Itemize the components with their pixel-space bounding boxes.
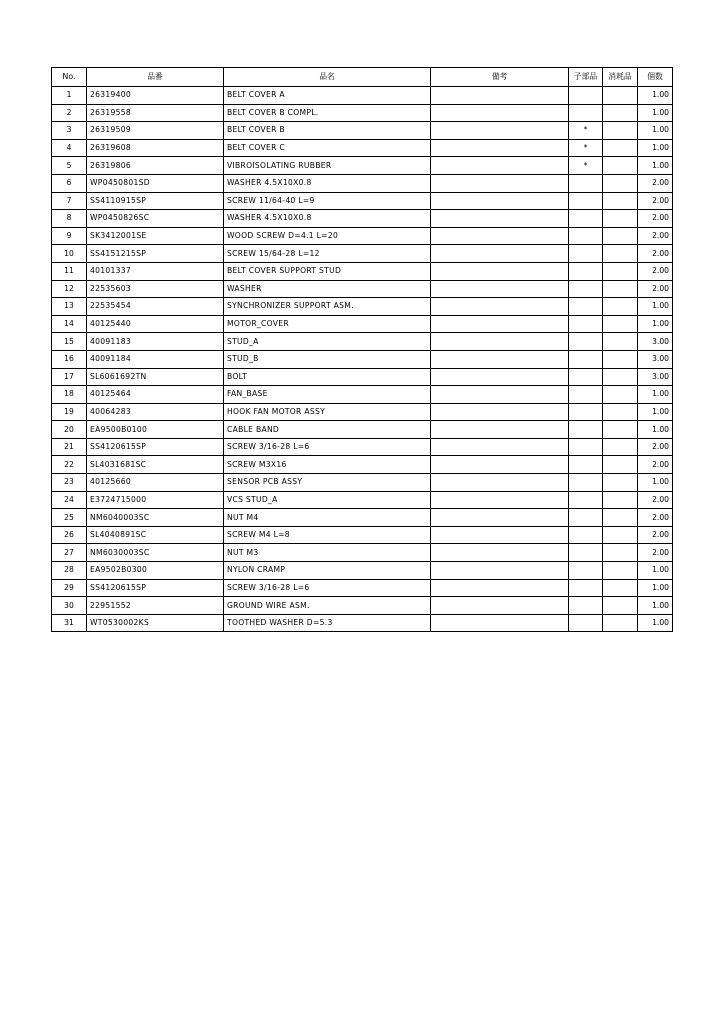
- table-row: [52, 227, 673, 245]
- remarks-cell: [431, 597, 569, 615]
- sub-part-cell: *: [569, 122, 603, 140]
- quantity-cell: 1.00: [638, 122, 673, 140]
- part-name-cell: NYLON CRAMP: [224, 562, 431, 580]
- header-remarks: 備考: [431, 68, 569, 87]
- consumable-cell: [603, 280, 638, 298]
- table-row: [52, 386, 673, 404]
- part-number-cell: 40125464: [87, 386, 224, 404]
- consumable-cell: [603, 368, 638, 386]
- sub-part-cell: [569, 368, 603, 386]
- table-row: [52, 438, 673, 456]
- quantity-cell: 2.00: [638, 526, 673, 544]
- consumable-cell: [603, 438, 638, 456]
- part-number-cell: NM6040003SC: [87, 509, 224, 527]
- remarks-cell: [431, 526, 569, 544]
- part-name-cell: BELT COVER SUPPORT STUD: [224, 262, 431, 280]
- part-number-cell: EA9500B0100: [87, 421, 224, 439]
- consumable-cell: [603, 227, 638, 245]
- row-number-cell: 28: [52, 562, 87, 580]
- quantity-cell: 1.00: [638, 157, 673, 175]
- quantity-cell: 2.00: [638, 245, 673, 263]
- sub-part-cell: [569, 421, 603, 439]
- part-number-cell: E3724715000: [87, 491, 224, 509]
- part-number-cell: SS4120615SP: [87, 579, 224, 597]
- consumable-cell: [603, 104, 638, 122]
- table-body: [52, 87, 673, 632]
- consumable-cell: [603, 562, 638, 580]
- row-number-cell: 4: [52, 139, 87, 157]
- part-name-cell: VCS STUD_A: [224, 491, 431, 509]
- consumable-cell: [603, 315, 638, 333]
- table-row: [52, 139, 673, 157]
- part-number-cell: SL4031681SC: [87, 456, 224, 474]
- row-number-cell: 2: [52, 104, 87, 122]
- row-number-cell: 18: [52, 386, 87, 404]
- sub-part-cell: [569, 227, 603, 245]
- part-number-cell: WT0530002KS: [87, 614, 224, 632]
- consumable-cell: [603, 192, 638, 210]
- remarks-cell: [431, 245, 569, 263]
- table-row: [52, 597, 673, 615]
- table-row: [52, 403, 673, 421]
- part-number-cell: SL6061692TN: [87, 368, 224, 386]
- consumable-cell: [603, 421, 638, 439]
- part-number-cell: SK3412001SE: [87, 227, 224, 245]
- row-number-cell: 21: [52, 438, 87, 456]
- row-number-cell: 7: [52, 192, 87, 210]
- remarks-cell: [431, 192, 569, 210]
- quantity-cell: 1.00: [638, 579, 673, 597]
- part-name-cell: BELT COVER C: [224, 139, 431, 157]
- quantity-cell: 1.00: [638, 87, 673, 105]
- table-row: [52, 350, 673, 368]
- part-name-cell: SCREW 3/16-28 L=6: [224, 579, 431, 597]
- sub-part-cell: [569, 87, 603, 105]
- part-name-cell: SCREW 11/64-40 L=9: [224, 192, 431, 210]
- row-number-cell: 27: [52, 544, 87, 562]
- quantity-cell: 2.00: [638, 491, 673, 509]
- part-number-cell: 40091183: [87, 333, 224, 351]
- consumable-cell: [603, 298, 638, 316]
- table-row: [52, 614, 673, 632]
- header-part-name: 品名: [224, 68, 431, 87]
- remarks-cell: [431, 614, 569, 632]
- remarks-cell: [431, 174, 569, 192]
- quantity-cell: 1.00: [638, 139, 673, 157]
- table-header-row: [52, 68, 673, 87]
- remarks-cell: [431, 562, 569, 580]
- sub-part-cell: [569, 245, 603, 263]
- table-row: [52, 315, 673, 333]
- part-number-cell: EA9502B0300: [87, 562, 224, 580]
- part-number-cell: 22535603: [87, 280, 224, 298]
- remarks-cell: [431, 438, 569, 456]
- table-row: [52, 579, 673, 597]
- quantity-cell: 2.00: [638, 192, 673, 210]
- row-number-cell: 9: [52, 227, 87, 245]
- remarks-cell: [431, 579, 569, 597]
- remarks-cell: [431, 104, 569, 122]
- consumable-cell: [603, 245, 638, 263]
- part-number-cell: SS4151215SP: [87, 245, 224, 263]
- part-number-cell: 26319509: [87, 122, 224, 140]
- part-name-cell: MOTOR_COVER: [224, 315, 431, 333]
- sub-part-cell: [569, 210, 603, 228]
- sub-part-cell: [569, 491, 603, 509]
- table-row: [52, 210, 673, 228]
- header-sub-part: 子部品: [569, 68, 603, 87]
- consumable-cell: [603, 333, 638, 351]
- part-name-cell: HOOK FAN MOTOR ASSY: [224, 403, 431, 421]
- part-name-cell: WASHER 4.5X10X0.8: [224, 210, 431, 228]
- quantity-cell: 1.00: [638, 474, 673, 492]
- sub-part-cell: [569, 597, 603, 615]
- remarks-cell: [431, 122, 569, 140]
- sub-part-cell: [569, 438, 603, 456]
- part-name-cell: BELT COVER B COMPL.: [224, 104, 431, 122]
- quantity-cell: 2.00: [638, 262, 673, 280]
- consumable-cell: [603, 474, 638, 492]
- parts-list-table: [51, 67, 673, 632]
- sub-part-cell: *: [569, 157, 603, 175]
- quantity-cell: 1.00: [638, 597, 673, 615]
- quantity-cell: 2.00: [638, 210, 673, 228]
- quantity-cell: 2.00: [638, 544, 673, 562]
- remarks-cell: [431, 421, 569, 439]
- remarks-cell: [431, 227, 569, 245]
- consumable-cell: [603, 509, 638, 527]
- table-row: [52, 368, 673, 386]
- remarks-cell: [431, 139, 569, 157]
- header-quantity: 個数: [638, 68, 673, 87]
- quantity-cell: 3.00: [638, 350, 673, 368]
- part-name-cell: SENSOR PCB ASSY: [224, 474, 431, 492]
- part-number-cell: 22535454: [87, 298, 224, 316]
- consumable-cell: [603, 614, 638, 632]
- table-row: [52, 262, 673, 280]
- part-name-cell: BELT COVER B: [224, 122, 431, 140]
- quantity-cell: 2.00: [638, 456, 673, 474]
- header-part-number: 品番: [87, 68, 224, 87]
- remarks-cell: [431, 350, 569, 368]
- header-no: No.: [52, 68, 87, 87]
- part-name-cell: STUD_B: [224, 350, 431, 368]
- sub-part-cell: [569, 474, 603, 492]
- remarks-cell: [431, 509, 569, 527]
- table-row: [52, 122, 673, 140]
- part-name-cell: TOOTHED WASHER D=5.3: [224, 614, 431, 632]
- consumable-cell: [603, 262, 638, 280]
- sub-part-cell: [569, 174, 603, 192]
- sub-part-cell: [569, 333, 603, 351]
- sub-part-cell: [569, 544, 603, 562]
- part-name-cell: WOOD SCREW D=4.1 L=20: [224, 227, 431, 245]
- remarks-cell: [431, 491, 569, 509]
- sub-part-cell: [569, 579, 603, 597]
- row-number-cell: 10: [52, 245, 87, 263]
- row-number-cell: 31: [52, 614, 87, 632]
- row-number-cell: 12: [52, 280, 87, 298]
- header-consumable: 消耗品: [603, 68, 638, 87]
- quantity-cell: 2.00: [638, 438, 673, 456]
- consumable-cell: [603, 157, 638, 175]
- consumable-cell: [603, 139, 638, 157]
- sub-part-cell: [569, 104, 603, 122]
- consumable-cell: [603, 386, 638, 404]
- row-number-cell: 19: [52, 403, 87, 421]
- row-number-cell: 23: [52, 474, 87, 492]
- part-name-cell: FAN_BASE: [224, 386, 431, 404]
- part-number-cell: 40125440: [87, 315, 224, 333]
- remarks-cell: [431, 157, 569, 175]
- consumable-cell: [603, 544, 638, 562]
- row-number-cell: 13: [52, 298, 87, 316]
- part-name-cell: NUT M4: [224, 509, 431, 527]
- quantity-cell: 1.00: [638, 421, 673, 439]
- remarks-cell: [431, 544, 569, 562]
- part-number-cell: 40125660: [87, 474, 224, 492]
- part-number-cell: NM6030003SC: [87, 544, 224, 562]
- table-row: [52, 474, 673, 492]
- consumable-cell: [603, 210, 638, 228]
- part-number-cell: WP0450826SC: [87, 210, 224, 228]
- remarks-cell: [431, 333, 569, 351]
- quantity-cell: 3.00: [638, 333, 673, 351]
- table-row: [52, 544, 673, 562]
- quantity-cell: 1.00: [638, 386, 673, 404]
- table-row: [52, 526, 673, 544]
- quantity-cell: 2.00: [638, 227, 673, 245]
- table-row: [52, 280, 673, 298]
- remarks-cell: [431, 87, 569, 105]
- quantity-cell: 2.00: [638, 280, 673, 298]
- sub-part-cell: [569, 192, 603, 210]
- part-name-cell: GROUND WIRE ASM.: [224, 597, 431, 615]
- table-row: [52, 192, 673, 210]
- row-number-cell: 24: [52, 491, 87, 509]
- table-row: [52, 421, 673, 439]
- table-row: [52, 245, 673, 263]
- remarks-cell: [431, 262, 569, 280]
- row-number-cell: 25: [52, 509, 87, 527]
- sub-part-cell: [569, 526, 603, 544]
- table-row: [52, 298, 673, 316]
- remarks-cell: [431, 386, 569, 404]
- table-row: [52, 509, 673, 527]
- part-name-cell: WASHER 4.5X10X0.8: [224, 174, 431, 192]
- row-number-cell: 5: [52, 157, 87, 175]
- table-row: [52, 333, 673, 351]
- part-number-cell: 26319558: [87, 104, 224, 122]
- sub-part-cell: [569, 403, 603, 421]
- part-number-cell: WP0450801SD: [87, 174, 224, 192]
- part-name-cell: CABLE BAND: [224, 421, 431, 439]
- row-number-cell: 8: [52, 210, 87, 228]
- part-name-cell: SCREW M3X16: [224, 456, 431, 474]
- quantity-cell: 1.00: [638, 614, 673, 632]
- row-number-cell: 17: [52, 368, 87, 386]
- part-name-cell: SCREW 15/64-28 L=12: [224, 245, 431, 263]
- part-name-cell: BELT COVER A: [224, 87, 431, 105]
- quantity-cell: 1.00: [638, 403, 673, 421]
- quantity-cell: 2.00: [638, 509, 673, 527]
- remarks-cell: [431, 474, 569, 492]
- part-name-cell: SCREW 3/16-28 L=6: [224, 438, 431, 456]
- row-number-cell: 6: [52, 174, 87, 192]
- table-row: [52, 104, 673, 122]
- part-name-cell: BOLT: [224, 368, 431, 386]
- row-number-cell: 30: [52, 597, 87, 615]
- row-number-cell: 14: [52, 315, 87, 333]
- sub-part-cell: [569, 562, 603, 580]
- row-number-cell: 1: [52, 87, 87, 105]
- sub-part-cell: [569, 456, 603, 474]
- row-number-cell: 3: [52, 122, 87, 140]
- sub-part-cell: [569, 262, 603, 280]
- part-number-cell: 40101337: [87, 262, 224, 280]
- row-number-cell: 16: [52, 350, 87, 368]
- quantity-cell: 3.00: [638, 368, 673, 386]
- part-name-cell: SCREW M4 L=8: [224, 526, 431, 544]
- sub-part-cell: [569, 280, 603, 298]
- consumable-cell: [603, 403, 638, 421]
- consumable-cell: [603, 597, 638, 615]
- consumable-cell: [603, 526, 638, 544]
- consumable-cell: [603, 491, 638, 509]
- table-row: [52, 174, 673, 192]
- quantity-cell: 1.00: [638, 562, 673, 580]
- table-row: [52, 562, 673, 580]
- part-name-cell: WASHER: [224, 280, 431, 298]
- row-number-cell: 15: [52, 333, 87, 351]
- row-number-cell: 20: [52, 421, 87, 439]
- sub-part-cell: *: [569, 139, 603, 157]
- part-number-cell: SS4110915SP: [87, 192, 224, 210]
- consumable-cell: [603, 122, 638, 140]
- part-number-cell: SS4120615SP: [87, 438, 224, 456]
- quantity-cell: 1.00: [638, 315, 673, 333]
- part-name-cell: VIBROISOLATING RUBBER: [224, 157, 431, 175]
- remarks-cell: [431, 298, 569, 316]
- remarks-cell: [431, 210, 569, 228]
- sub-part-cell: [569, 350, 603, 368]
- row-number-cell: 29: [52, 579, 87, 597]
- part-number-cell: 40064283: [87, 403, 224, 421]
- sub-part-cell: [569, 315, 603, 333]
- row-number-cell: 11: [52, 262, 87, 280]
- remarks-cell: [431, 315, 569, 333]
- quantity-cell: 1.00: [638, 298, 673, 316]
- sub-part-cell: [569, 614, 603, 632]
- part-number-cell: 40091184: [87, 350, 224, 368]
- sub-part-cell: [569, 386, 603, 404]
- consumable-cell: [603, 579, 638, 597]
- consumable-cell: [603, 350, 638, 368]
- remarks-cell: [431, 456, 569, 474]
- part-number-cell: 26319400: [87, 87, 224, 105]
- consumable-cell: [603, 174, 638, 192]
- table-row: [52, 491, 673, 509]
- table-row: [52, 87, 673, 105]
- quantity-cell: 1.00: [638, 104, 673, 122]
- part-number-cell: 26319806: [87, 157, 224, 175]
- part-name-cell: SYNCHRONIZER SUPPORT ASM.: [224, 298, 431, 316]
- remarks-cell: [431, 368, 569, 386]
- sub-part-cell: [569, 298, 603, 316]
- part-name-cell: STUD_A: [224, 333, 431, 351]
- part-number-cell: 26319608: [87, 139, 224, 157]
- consumable-cell: [603, 87, 638, 105]
- quantity-cell: 2.00: [638, 174, 673, 192]
- table-row: [52, 456, 673, 474]
- part-number-cell: SL4040891SC: [87, 526, 224, 544]
- remarks-cell: [431, 403, 569, 421]
- row-number-cell: 22: [52, 456, 87, 474]
- row-number-cell: 26: [52, 526, 87, 544]
- table-row: [52, 157, 673, 175]
- consumable-cell: [603, 456, 638, 474]
- remarks-cell: [431, 280, 569, 298]
- part-name-cell: NUT M3: [224, 544, 431, 562]
- sub-part-cell: [569, 509, 603, 527]
- part-number-cell: 22951552: [87, 597, 224, 615]
